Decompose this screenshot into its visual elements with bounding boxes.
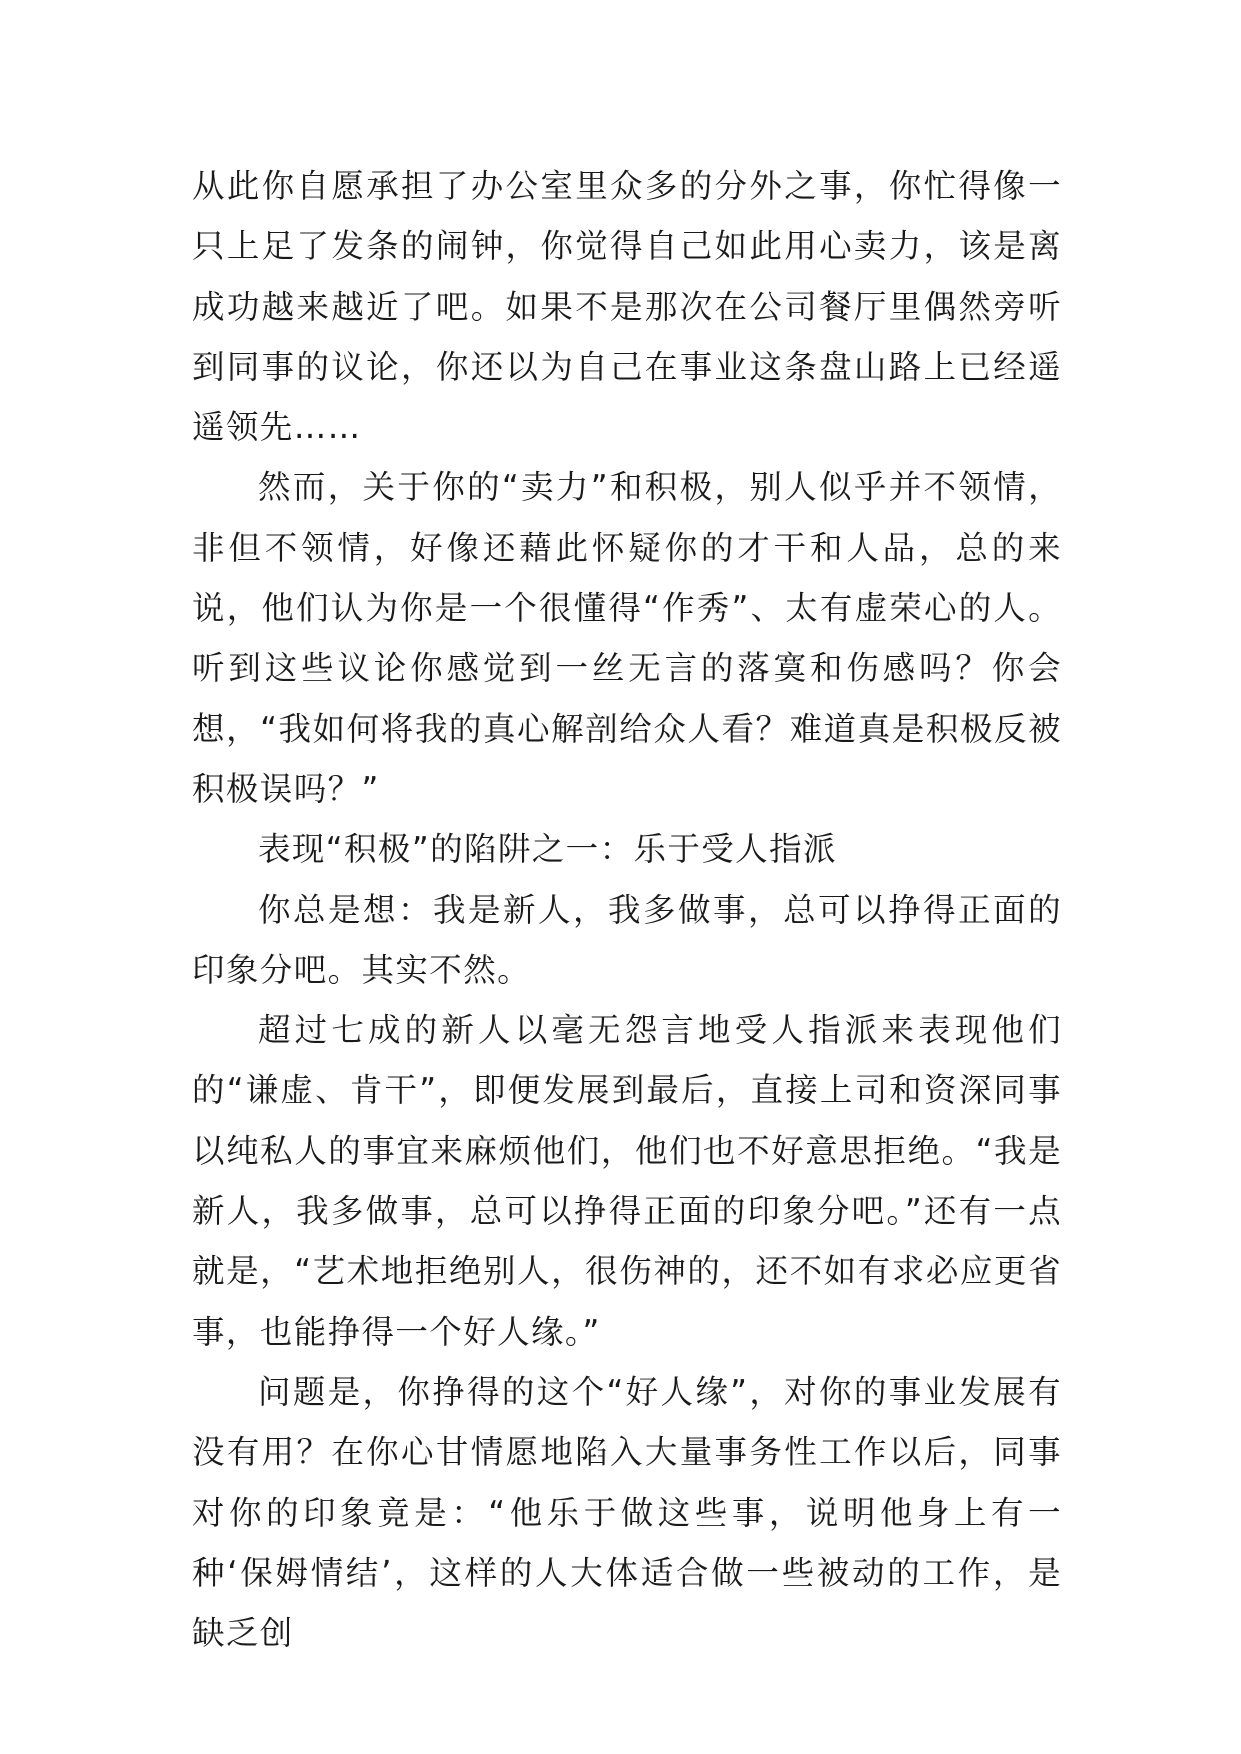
paragraph-5: 问题是，你挣得的这个“好人缘”，对你的事业发展有没有用？在你心甘情愿地陷入大量事务性工作以后，同事对你的印象竟是：“他乐于做这些事，说明他身上有一种‘保姆情结’，这样的人大体适合做一些被动的工作，是缺乏创: [192, 1372, 1062, 1653]
document-body: [192, 156, 1062, 1663]
section-heading: 表现“积极”的陷阱之一：乐于受人指派: [258, 830, 837, 869]
paragraph-3: 你总是想：我是新人，我多做事，总可以挣得正面的印象分吧。其实不然。: [192, 890, 1062, 989]
paragraph-1: 从此你自愿承担了办公室里众多的分外之事，你忙得像一只上足了发条的闹钟，你觉得自己如此用心卖力，该是离成功越来越近了吧。如果不是那次在公司餐厅里偶然旁听到同事的议论，你还以为自己在事业这条盘山路上已经遥遥领先……: [192, 167, 1062, 447]
paragraph-4: 超过七成的新人以毫无怨言地受人指派来表现他们的“谦虚、肯干”，即便发展到最后，直接上司和资深同事以纯私人的事宜来麻烦他们，他们也不好意思拒绝。“我是新人，我多做事，总可以挣得正面的印象分吧。”还有一点就是，“艺术地拒绝别人，很伤神的，还不如有求必应更省事，也能挣得一个好人缘。”: [192, 1011, 1062, 1351]
paragraph-2: 然而，关于你的“卖力”和积极，别人似乎并不领情，非但不领情，好像还藉此怀疑你的才干和人品，总的来说，他们认为你是一个很懂得“作秀”、太有虚荣心的人。听到这些议论你感觉到一丝无言的落寞和伤感吗？你会想，“我如何将我的真心解剖给众人看？难道真是积极反被积极误吗？”: [192, 468, 1062, 808]
